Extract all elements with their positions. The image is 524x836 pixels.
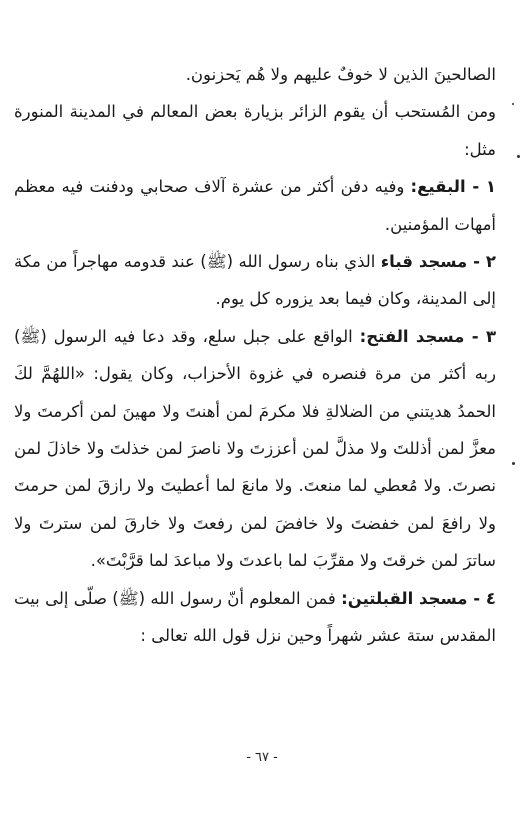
list-item-text: الواقع على جبل سلع، وقد دعا فيه الرسول (ﷺ) ربه أكثر من مرة فنصره في غزوة الأحزاب، وكان يقول: «اللهُمَّ لكَ الحمدُ هديتني من الضلالةِ فلا مكرمَ لمن أهنتَ ولا مهينَ لمن أكرمتَ ولا معزَّ لمن أذللتَ ولا مذلَّ لمن أعززتَ ولا ناصرَ لمن خذلتَ ولا خاذلَ لمن نصرتَ. ولا مُعطي لما منعتَ. ولا مانعَ لما أعطيتَ ولا رازقَ لمن حرمتَ ولا رافعَ لمن خفضتَ ولا خافضَ لمن رفعتَ ولا خارقَ لمن سترتَ ولا ساترَ لمن خرقتَ ولا مقرِّبَ لما باعدتَ ولا مباعدَ لما قرَّبْتَ». bbox=[14, 326, 496, 571]
scan-speck bbox=[512, 103, 514, 105]
paragraph-text: ومن المُستحب أن يقوم الزائر بزيارة بعض المعالم في المدينة المنورة مثل: bbox=[14, 102, 496, 159]
paragraph-intro bbox=[14, 56, 496, 93]
list-item-heading: ٣ - مسجد الفتح: bbox=[359, 326, 497, 346]
scan-speck bbox=[517, 155, 520, 158]
list-item-fath-mosque bbox=[14, 318, 496, 580]
paragraph-recommended-visits bbox=[14, 93, 496, 168]
list-item-quba-mosque bbox=[14, 243, 496, 318]
paragraph-text: الصالحينَ الذين لا خوفٌ عليهم ولا هُم يَحزنون. bbox=[185, 65, 496, 84]
list-item-text: فمن المعلوم أنّ رسول الله (ﷺ) صلّى إلى بيت المقدس ستة عشر شهراً وحين نزل قول الله تعالى : bbox=[14, 588, 496, 646]
page-body bbox=[14, 56, 496, 655]
page-number: - ٦٧ - bbox=[246, 750, 278, 765]
scan-speck bbox=[512, 462, 515, 465]
list-item-text: وفيه دفن أكثر من عشرة آلاف صحابي ودفنت فيه معظم أمهات المؤمنين. bbox=[14, 177, 496, 234]
list-item-text: الذي بناه رسول الله (ﷺ) عند قدومه مهاجراً من مكة إلى المدينة، وكان فيما بعد يزوره كل يوم. bbox=[14, 252, 496, 309]
list-item-heading: ١ - البقيع: bbox=[410, 177, 496, 197]
list-item-heading: ٢ - مسجد قباء bbox=[380, 252, 496, 272]
list-item-heading: ٤ - مسجد القبلتين: bbox=[341, 588, 496, 608]
list-item-qiblatain-mosque bbox=[14, 580, 496, 655]
list-item-baqi bbox=[14, 168, 496, 243]
